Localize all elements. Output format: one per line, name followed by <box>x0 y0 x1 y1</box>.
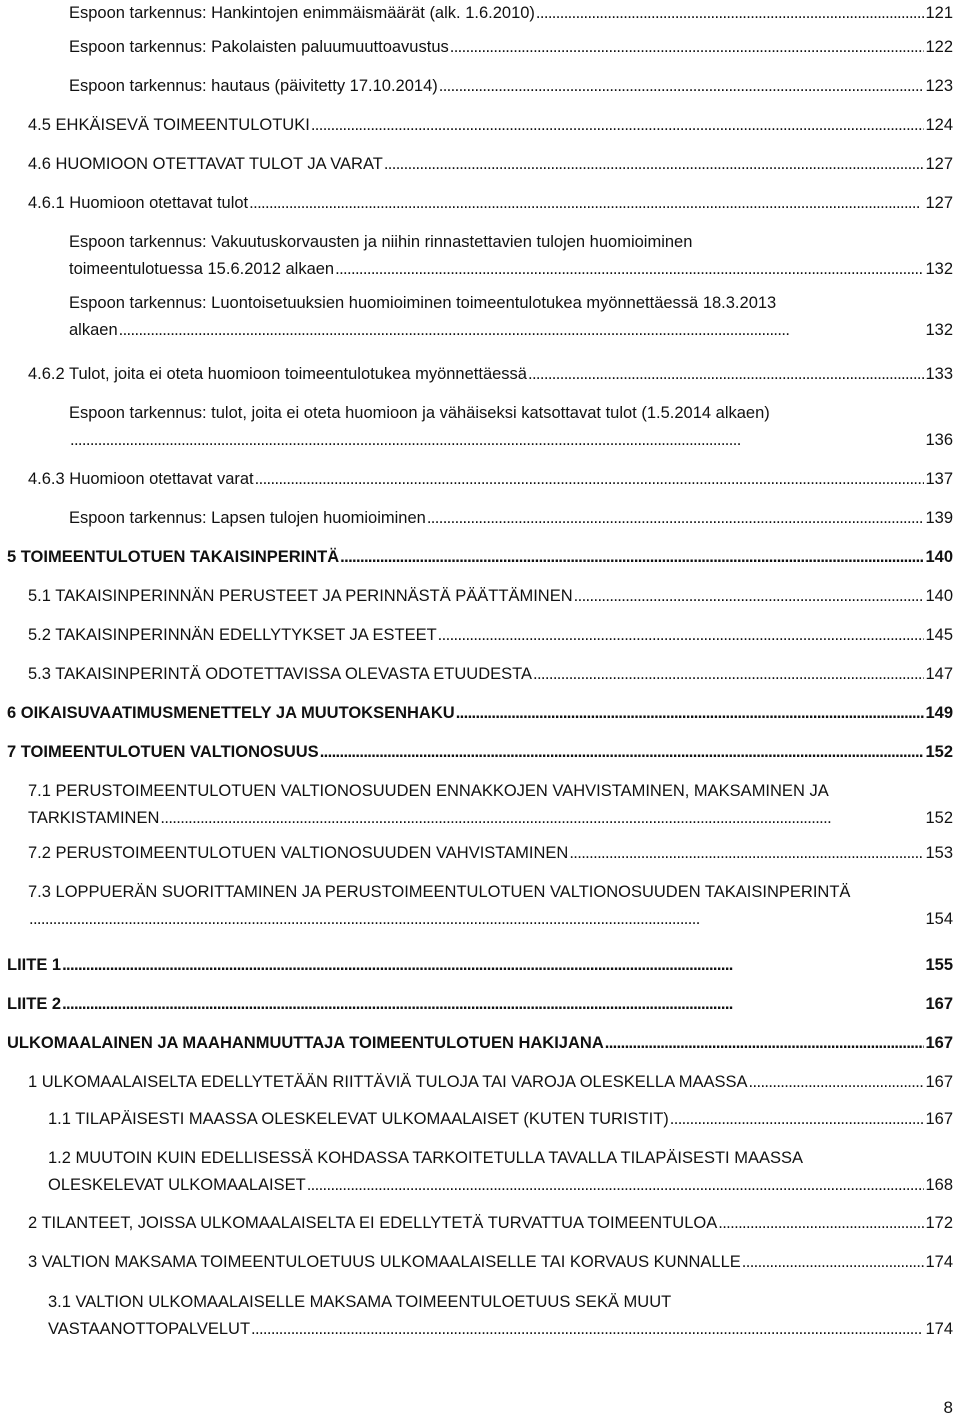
toc-page-number: 140 <box>925 548 953 566</box>
toc-entry-title: 7.2 PERUSTOIMEENTULOTUEN VALTIONOSUUDEN VAHVISTAMINEN <box>28 844 569 862</box>
toc-entry[interactable] <box>28 622 953 649</box>
toc-entry-title: 7.3 LOPPUERÄN SUORITTAMINEN JA PERUSTOIMEENTULOTUEN VALTIONOSUUDEN TAKAISINPERINTÄ <box>28 883 851 901</box>
toc-entry[interactable] <box>69 290 953 344</box>
toc-entry-title: 4.6.2 Tulot, joita ei oteta huomioon toimeentulotukea myönnettäessä <box>28 365 527 383</box>
toc-entry-title: 3 VALTION MAKSAMA TOIMEENTULOETUUS ULKOMAALAISELLE TAI KORVAUS KUNNALLE <box>28 1253 741 1271</box>
toc-page-number: 132 <box>925 321 953 339</box>
toc-entry-title: 6 OIKAISUVAATIMUSMENETTELY JA MUUTOKSENHAKU <box>7 704 455 722</box>
toc-entry-title: 4.6.1 Huomioon otettavat tulot <box>28 194 249 212</box>
toc-entry[interactable] <box>69 229 953 283</box>
toc-entry[interactable] <box>28 778 953 832</box>
toc-entry-title: 5.2 TAKAISINPERINNÄN EDELLYTYKSET JA ESTEET <box>28 626 437 644</box>
toc-page-number: 127 <box>925 194 953 212</box>
dot-leader <box>749 1069 925 1096</box>
dot-leader <box>670 1106 925 1133</box>
dot-leader <box>255 466 925 493</box>
dot-leader <box>427 505 925 532</box>
toc-page-number: 174 <box>925 1320 953 1338</box>
toc-page-number: 139 <box>925 509 953 527</box>
dot-leader <box>307 1172 925 1199</box>
toc-page-number: 121 <box>925 4 953 22</box>
toc-page-number: 167 <box>925 1110 953 1128</box>
toc-page-number: 136 <box>925 431 953 449</box>
toc-page-number: 133 <box>925 365 953 383</box>
toc-entry[interactable] <box>28 1069 953 1096</box>
toc-entry[interactable] <box>69 400 953 454</box>
dot-leader <box>62 991 924 1018</box>
dot-leader <box>62 952 924 979</box>
toc-entry-title: LIITE 1 <box>7 956 62 974</box>
toc-entry[interactable] <box>28 879 953 933</box>
toc-entry-title: 1.1 TILAPÄISESTI MAASSA OLESKELEVAT ULKOMAALAISET (KUTEN TURISTIT) <box>48 1110 669 1128</box>
toc-entry[interactable] <box>69 73 953 100</box>
toc-entry-title: 1.2 MUUTOIN KUIN EDELLISESSÄ KOHDASSA TARKOITETULLA TAVALLA TILAPÄISESTI MAASSA <box>48 1149 803 1167</box>
dot-leader <box>311 112 925 139</box>
toc-page-number: 155 <box>925 956 953 974</box>
toc-entry[interactable] <box>28 840 953 867</box>
toc-entry[interactable] <box>48 1289 953 1343</box>
toc-page-number: 132 <box>925 260 953 278</box>
dot-leader <box>450 34 925 61</box>
toc-page-number: 153 <box>925 844 953 862</box>
dot-leader <box>70 427 924 454</box>
toc-entry-title: Espoon tarkennus: Luontoisetuuksien huomioiminen toimeentulotukea myönnettäessä 18.3.2013 <box>69 294 777 312</box>
toc-entry-title: 1 ULKOMAALAISELTA EDELLYTETÄÄN RIITTÄVIÄ TULOJA TAI VAROJA OLESKELLA MAASSA <box>28 1073 748 1091</box>
toc-entry[interactable] <box>69 505 953 532</box>
toc-page-number: 140 <box>925 587 953 605</box>
dot-leader <box>251 1316 924 1343</box>
toc-page-number: 168 <box>925 1176 953 1194</box>
toc-page-number: 123 <box>925 77 953 95</box>
toc-entry-title: Espoon tarkennus: Vakuutuskorvausten ja niihin rinnastettavien tulojen huomioiminen <box>69 233 693 251</box>
toc-page-number: 152 <box>925 809 953 827</box>
toc-page-number: 167 <box>925 1034 953 1052</box>
toc-entry[interactable] <box>48 1145 953 1199</box>
toc-entry[interactable] <box>28 190 953 217</box>
toc-entry[interactable] <box>7 700 953 727</box>
toc-entry-title: 5.1 TAKAISINPERINNÄN PERUSTEET JA PERINNÄSTÄ PÄÄTTÄMINEN <box>28 587 573 605</box>
dot-leader <box>528 361 924 388</box>
toc-page-number: 167 <box>925 1073 953 1091</box>
toc-page-number: 147 <box>925 665 953 683</box>
toc-entry[interactable] <box>7 739 953 766</box>
toc-entry-title: Espoon tarkennus: hautaus (päivitetty 17.10.2014) <box>69 77 438 95</box>
toc-page-number: 145 <box>925 626 953 644</box>
toc-entry-title: 4.5 EHKÄISEVÄ TOIMEENTULOTUKI <box>28 116 310 134</box>
toc-entry[interactable] <box>28 112 953 139</box>
dot-leader <box>605 1030 925 1057</box>
dot-leader <box>119 317 925 344</box>
toc-entry[interactable] <box>28 1210 953 1237</box>
toc-entry[interactable] <box>48 1106 953 1133</box>
toc-entry-title: Espoon tarkennus: tulot, joita ei oteta huomioon ja vähäiseksi katsottavat tulot (1.5.2014 alkaen) <box>69 404 770 422</box>
toc-entry-title: 7 TOIMEENTULOTUEN VALTIONOSUUS <box>7 743 319 761</box>
toc-entry-title: VASTAANOTTOPALVELUT <box>48 1320 251 1338</box>
toc-page-number: 127 <box>925 155 953 173</box>
toc-page-number: 149 <box>925 704 953 722</box>
dot-leader <box>29 906 924 933</box>
toc-page-number: 172 <box>925 1214 953 1232</box>
dot-leader <box>456 700 925 727</box>
toc-page-number: 174 <box>925 1253 953 1271</box>
dot-leader <box>569 840 924 867</box>
toc-entry-title: 7.1 PERUSTOIMEENTULOTUEN VALTIONOSUUDEN ENNAKKOJEN VAHVISTAMINEN, MAKSAMINEN JA <box>28 782 829 800</box>
toc-entry-title: toimeentulotuessa 15.6.2012 alkaen <box>69 260 335 278</box>
toc-entry-title: 4.6 HUOMIOON OTETTAVAT TULOT JA VARAT <box>28 155 383 173</box>
dot-leader <box>384 151 925 178</box>
dot-leader <box>160 805 924 832</box>
toc-entry-title: TARKISTAMINEN <box>28 809 160 827</box>
toc-entry-title: OLESKELEVAT ULKOMAALAISET <box>48 1176 306 1194</box>
dot-leader <box>320 739 925 766</box>
toc-entry-title: alkaen <box>69 321 118 339</box>
toc-entry[interactable] <box>69 34 953 61</box>
toc-entry-title: 4.6.3 Huomioon otettavat varat <box>28 470 254 488</box>
toc-entry-title: 3.1 VALTION ULKOMAALAISELLE MAKSAMA TOIMEENTULOETUUS SEKÄ MUUT <box>48 1293 672 1311</box>
toc-entry[interactable] <box>28 151 953 178</box>
dot-leader <box>536 0 925 27</box>
toc-entry[interactable] <box>28 466 953 493</box>
toc-entry-title: 5.3 TAKAISINPERINTÄ ODOTETTAVISSA OLEVASTA ETUUDESTA <box>28 665 532 683</box>
toc-page-number: 137 <box>925 470 953 488</box>
toc-page-number: 124 <box>925 116 953 134</box>
toc-entry[interactable] <box>7 1030 953 1057</box>
toc-entry-title: Espoon tarkennus: Hankintojen enimmäismäärät (alk. 1.6.2010) <box>69 4 535 22</box>
toc-entry[interactable] <box>69 0 953 27</box>
dot-leader <box>438 622 925 649</box>
toc-entry-title: ULKOMAALAINEN JA MAAHANMUUTTAJA TOIMEENTULOTUEN HAKIJANA <box>7 1034 604 1052</box>
dot-leader <box>742 1249 925 1276</box>
toc-entry[interactable] <box>28 1249 953 1276</box>
dot-leader <box>574 583 925 610</box>
toc-page-number: 167 <box>925 995 953 1013</box>
page-number: 8 <box>943 1398 953 1417</box>
toc-entry[interactable] <box>7 544 953 571</box>
toc-page-number: 154 <box>925 910 953 928</box>
toc-entry[interactable] <box>28 661 953 688</box>
dot-leader <box>249 190 924 217</box>
dot-leader <box>335 256 924 283</box>
toc-entry[interactable] <box>7 991 953 1018</box>
toc-entry[interactable] <box>28 583 953 610</box>
dot-leader <box>718 1210 924 1237</box>
toc-entry[interactable] <box>28 361 953 388</box>
toc-entry-title: Espoon tarkennus: Lapsen tulojen huomioiminen <box>69 509 426 527</box>
toc-entry-title: Espoon tarkennus: Pakolaisten paluumuuttoavustus <box>69 38 449 56</box>
toc-entry-title: 2 TILANTEET, JOISSA ULKOMAALAISELTA EI EDELLYTETÄ TURVATTUA TOIMEENTULOA <box>28 1214 718 1232</box>
toc-page-number: 152 <box>925 743 953 761</box>
toc-entry-title: 5 TOIMEENTULOTUEN TAKAISINPERINTÄ <box>7 548 340 566</box>
dot-leader <box>439 73 925 100</box>
toc-entry-title: LIITE 2 <box>7 995 62 1013</box>
dot-leader <box>340 544 924 571</box>
toc-entry[interactable] <box>7 952 953 979</box>
toc-page-number: 122 <box>925 38 953 56</box>
dot-leader <box>533 661 924 688</box>
